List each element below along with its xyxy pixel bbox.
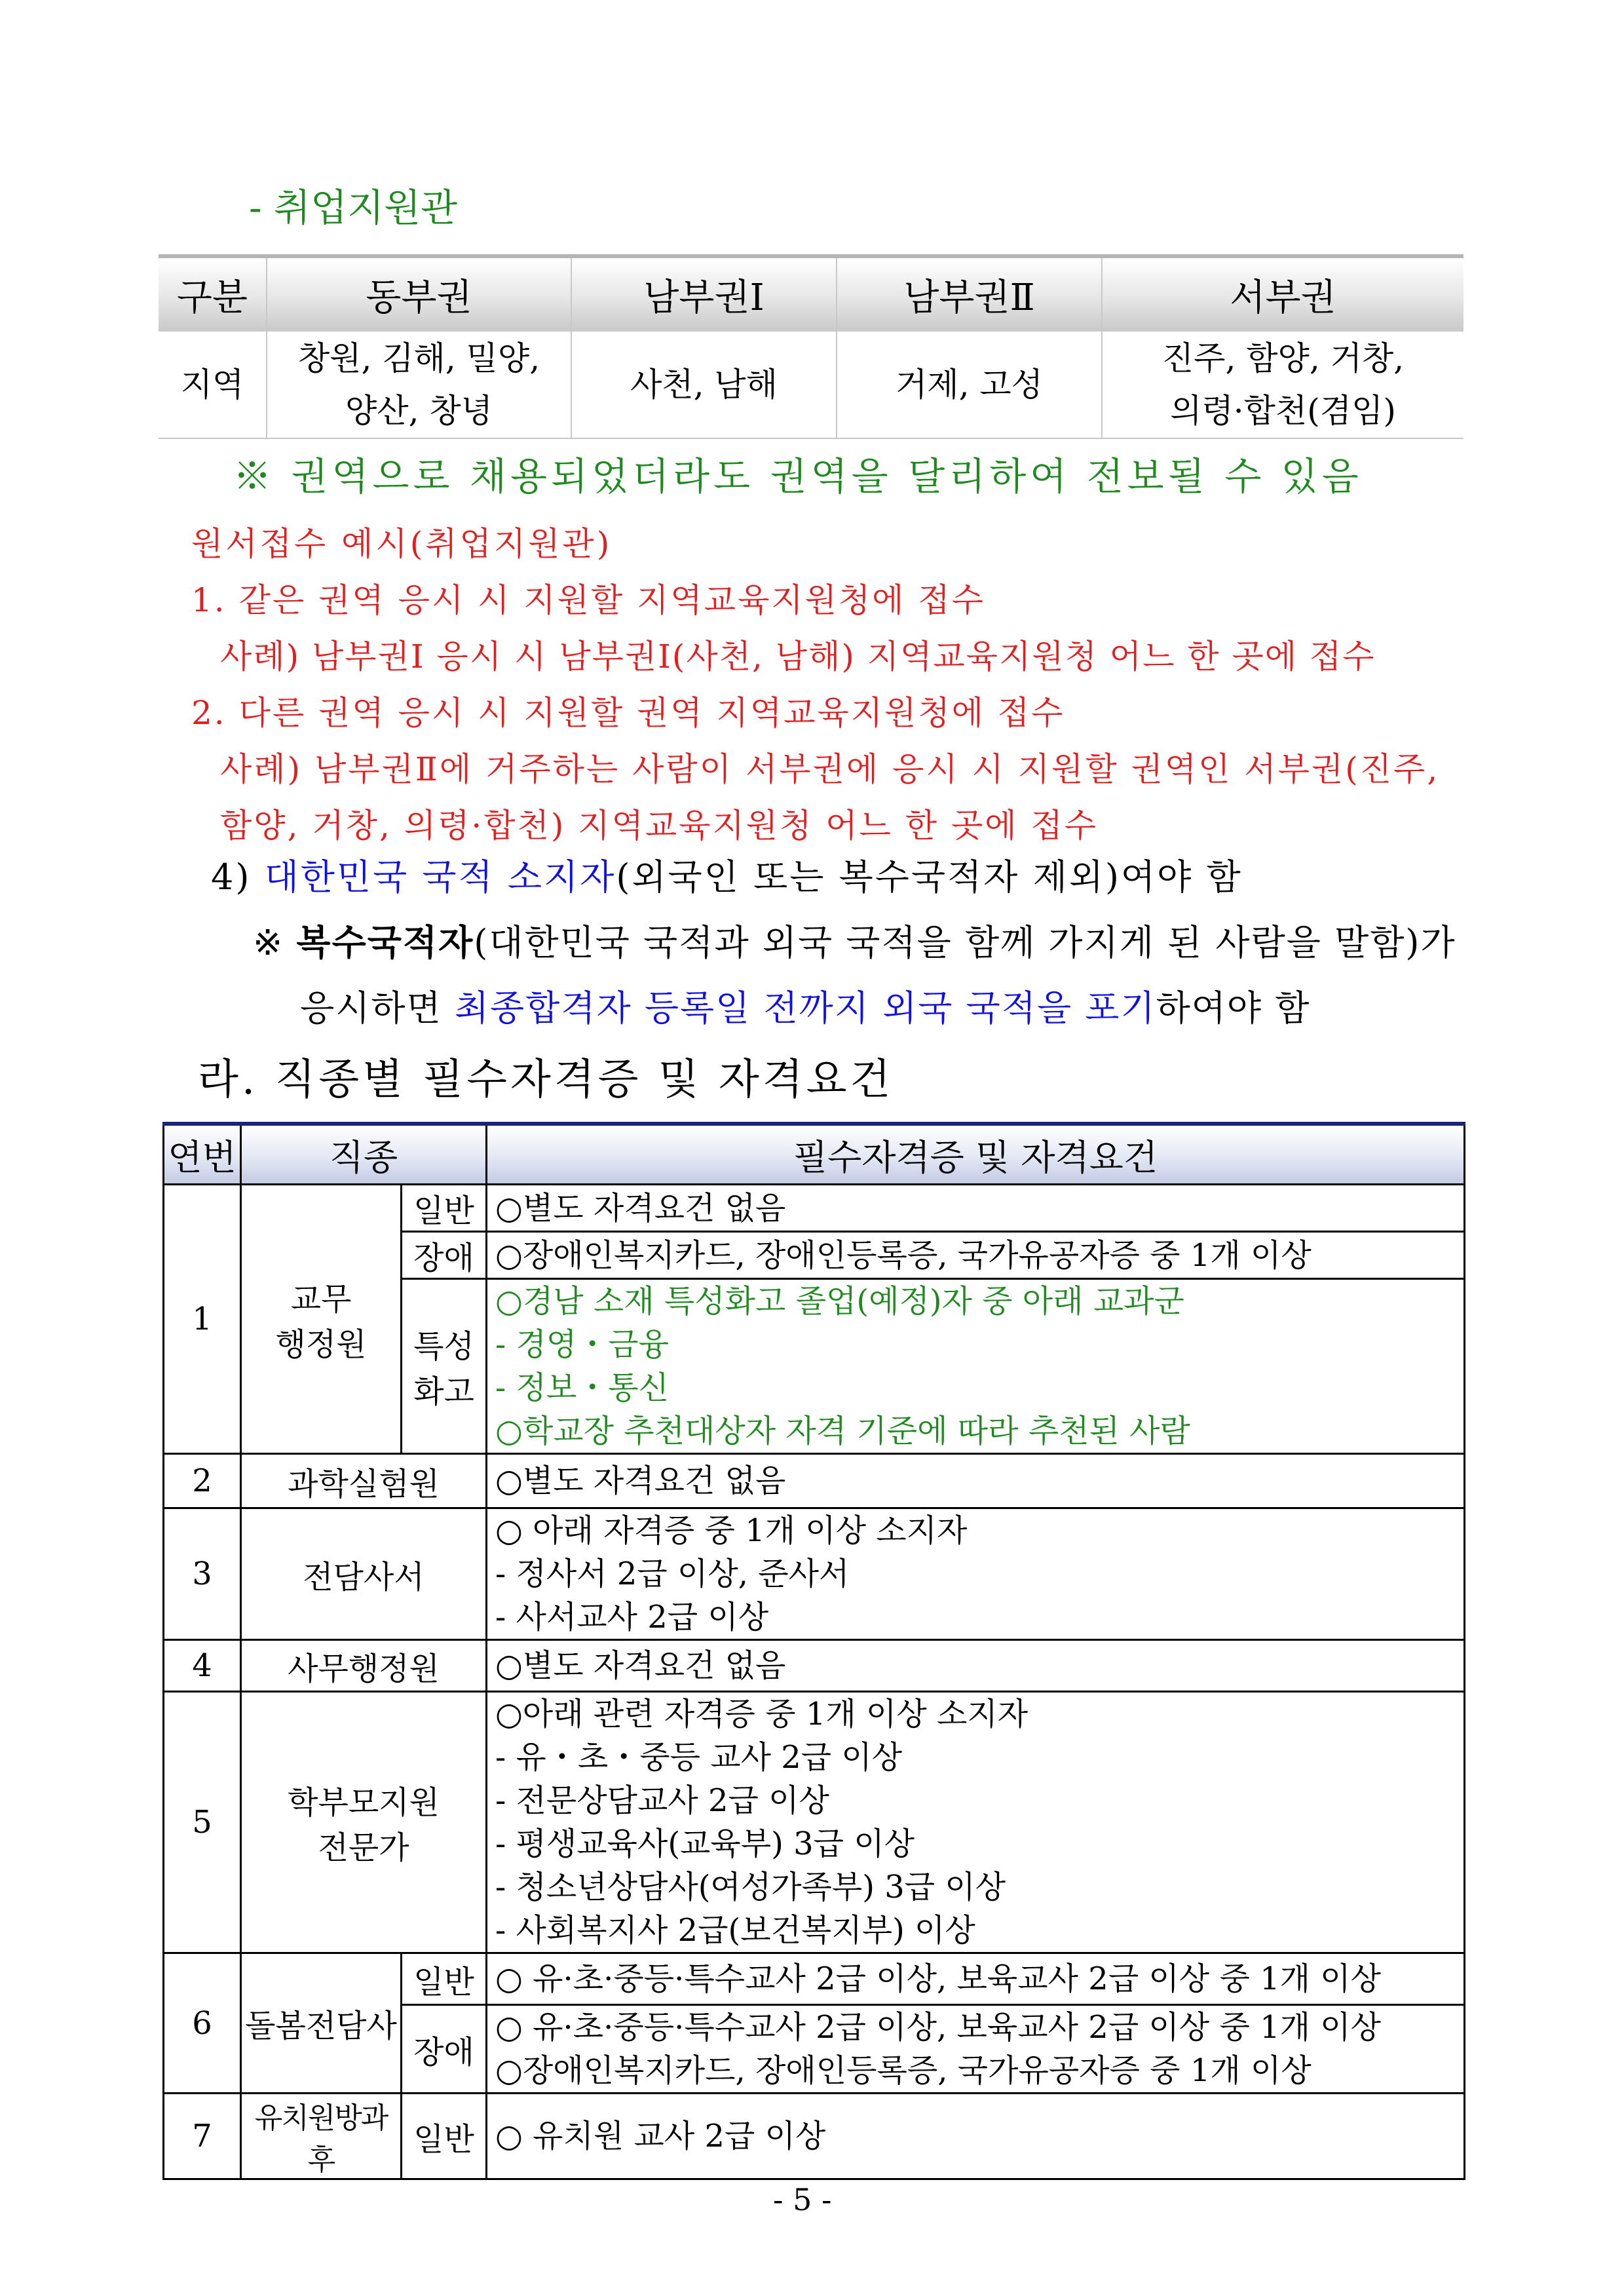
cell-line: 진주, 함양, 거창,	[1161, 339, 1405, 377]
requirement-line: - 경영・금융	[495, 1326, 669, 1363]
job-line: 교무	[290, 1281, 352, 1318]
job-line: 행정원	[275, 1326, 367, 1363]
requirement	[487, 1454, 1465, 1508]
header-cell: 동부권	[267, 256, 571, 332]
item-4	[211, 849, 1243, 900]
requirements-table	[162, 1122, 1465, 2180]
requirement-line: - 청소년상담사(여성가족부) 3급 이상	[495, 1869, 1006, 1905]
item-4-prefix: 4)	[211, 856, 265, 898]
region-table	[159, 254, 1463, 439]
item-4-highlight: 대한민국 국적 소지자	[264, 856, 616, 898]
requirement-line: ○ 유·초·중등·특수교사 2급 이상, 보육교사 2급 이상 중 1개 이상	[495, 1961, 1381, 1997]
requirement-line: ○별도 자격요건 없음	[495, 1647, 786, 1684]
job-line: 학부모지원	[288, 1784, 440, 1821]
requirement-line: ○아래 관련 자격증 중 1개 이상 소지자	[495, 1696, 1029, 1732]
region-note: ※ 권역으로 채용되었더라도 권역을 달리하여 전보될 수 있음	[233, 454, 1363, 499]
table-row	[164, 1454, 1465, 1508]
example-line1: 1. 같은 권역 응시 시 지원할 지역교육지원청에 접수	[191, 581, 985, 619]
note-line2-prefix: 응시하면	[300, 987, 455, 1029]
example-title: 원서접수 예시(취업지원관)	[191, 525, 613, 563]
requirement-line: ○학교장 추천대상자 자격 기준에 따라 추천된 사람	[495, 1413, 1190, 1449]
requirements-table-header	[164, 1124, 1465, 1185]
sub-category: 장애	[402, 2005, 487, 2094]
row-number: 1	[164, 1185, 241, 1454]
requirement-line: ○장애인복지카드, 장애인등록증, 국가유공자증 중 1개 이상	[495, 2052, 1312, 2089]
job-title: 유치원방과후	[241, 2094, 402, 2179]
section-title: - 취업지원관	[249, 185, 458, 230]
note-line2-suffix: 하여야 함	[1156, 987, 1311, 1029]
job-title: 돌봄전담사	[241, 1953, 402, 2094]
row-number: 4	[164, 1640, 241, 1692]
example-line2-case-b: 함양, 거창, 의령·합천) 지역교육지원청 어느 한 곳에 접수	[220, 807, 1099, 845]
requirement-line: - 정사서 2급 이상, 준사서	[495, 1556, 850, 1592]
table-row	[164, 1953, 1465, 2005]
row-number: 5	[164, 1692, 241, 1953]
region-cell-south2: 거제, 고성	[837, 332, 1102, 438]
requirement	[487, 1279, 1465, 1454]
job-title: 과학실험원	[241, 1454, 487, 1508]
table-row	[164, 1692, 1465, 1953]
section-heading-ra: 라. 직종별 필수자격증 및 자격요건	[198, 1056, 894, 1104]
sub-category: 일반	[402, 1185, 487, 1232]
header-cell: 남부권Ⅰ	[571, 256, 837, 332]
requirement-line: - 정보・통신	[495, 1369, 669, 1406]
requirement-line: ○별도 자격요건 없음	[495, 1463, 786, 1499]
dual-nationality-note-line2	[300, 980, 1310, 1031]
job-line: 전문가	[318, 1829, 409, 1866]
requirement-line: - 평생교육사(교육부) 3급 이상	[495, 1826, 915, 1862]
note-bold: 복수국적자	[296, 921, 474, 963]
requirement-line: - 전문상담교사 2급 이상	[495, 1782, 829, 1819]
table-row	[164, 1640, 1465, 1692]
header-cell: 직종	[241, 1124, 487, 1185]
region-cell-east	[267, 332, 571, 438]
note-line2-highlight: 최종합격자 등록일 전까지 외국 국적을 포기	[454, 987, 1156, 1029]
cell-line: 창원, 김해, 밀양,	[297, 339, 540, 377]
item-4-suffix: (외국인 또는 복수국적자 제외)여야 함	[616, 856, 1243, 898]
requirement-line: - 유・초・중등 교사 2급 이상	[495, 1739, 903, 1776]
job-title	[241, 1692, 487, 1953]
table-row	[164, 1508, 1465, 1640]
region-cell-south1: 사천, 남해	[571, 332, 837, 438]
requirement	[487, 1640, 1465, 1692]
requirement-line: ○별도 자격요건 없음	[495, 1189, 786, 1227]
job-title	[241, 1185, 402, 1454]
table-row	[164, 1185, 1465, 1232]
header-cell: 남부권Ⅱ	[837, 256, 1102, 332]
example-line2: 2. 다른 권역 응시 시 지원할 권역 지역교육지원청에 접수	[191, 694, 1065, 732]
row-label: 지역	[159, 332, 267, 438]
requirement	[487, 1185, 1465, 1232]
sub-category	[402, 1279, 487, 1454]
requirement	[487, 1692, 1465, 1953]
job-title: 사무행정원	[241, 1640, 487, 1692]
job-title: 전담사서	[241, 1508, 487, 1640]
sub-category: 일반	[402, 2094, 487, 2179]
requirement-line: ○ 유치원 교사 2급 이상	[495, 2118, 826, 2154]
sub-line: 특성	[413, 1328, 474, 1365]
region-table-row	[159, 332, 1463, 438]
note-rest: (대한민국 국적과 외국 국적을 함께 가지게 된 사람을 말함)가	[474, 922, 1456, 963]
requirement	[487, 1508, 1465, 1640]
requirement	[487, 1953, 1465, 2005]
requirement	[487, 2094, 1465, 2179]
requirement-line: ○ 유·초·중등·특수교사 2급 이상, 보육교사 2급 이상 중 1개 이상	[495, 2009, 1381, 2046]
requirement-line: ○장애인복지카드, 장애인등록증, 국가유공자증 중 1개 이상	[495, 1236, 1312, 1274]
row-number: 3	[164, 1508, 241, 1640]
example-line2-case-a: 사례) 남부권Ⅱ에 거주하는 사람이 서부권에 응시 시 지원할 권역인 서부권(진주,	[220, 750, 1440, 788]
requirement-line: ○ 아래 자격증 중 1개 이상 소지자	[495, 1512, 968, 1549]
header-cell: 연번	[164, 1124, 241, 1185]
sub-line: 화고	[413, 1373, 474, 1410]
sub-category: 일반	[402, 1953, 487, 2005]
cell-line: 의령·합천(겸임)	[1170, 392, 1396, 430]
row-number: 6	[164, 1953, 241, 2094]
dual-nationality-note	[253, 915, 1456, 965]
header-cell: 필수자격증 및 자격요건	[487, 1124, 1465, 1185]
sub-category: 장애	[402, 1232, 487, 1279]
cell-line: 양산, 창녕	[345, 392, 493, 430]
requirement-line: - 사서교사 2급 이상	[495, 1599, 769, 1636]
requirement-line: ○경남 소재 특성화고 졸업(예정)자 중 아래 교과군	[495, 1283, 1184, 1320]
requirement	[487, 2005, 1465, 2094]
header-cell: 구분	[159, 256, 267, 332]
note-mark: ※	[253, 922, 297, 963]
row-number: 2	[164, 1454, 241, 1508]
header-cell: 서부권	[1102, 256, 1463, 332]
requirement	[487, 1232, 1465, 1279]
table-row	[164, 2094, 1465, 2179]
example-line1-case: 사례) 남부권Ⅰ 응시 시 남부권Ⅰ(사천, 남해) 지역교육지원청 어느 한 곳에 접수	[220, 638, 1376, 676]
region-table-header	[159, 256, 1463, 332]
page-number: - 5 -	[773, 2182, 832, 2217]
requirement-line: - 사회복지사 2급(보건복지부) 이상	[495, 1912, 975, 1949]
row-number: 7	[164, 2094, 241, 2179]
region-cell-west	[1102, 332, 1463, 438]
